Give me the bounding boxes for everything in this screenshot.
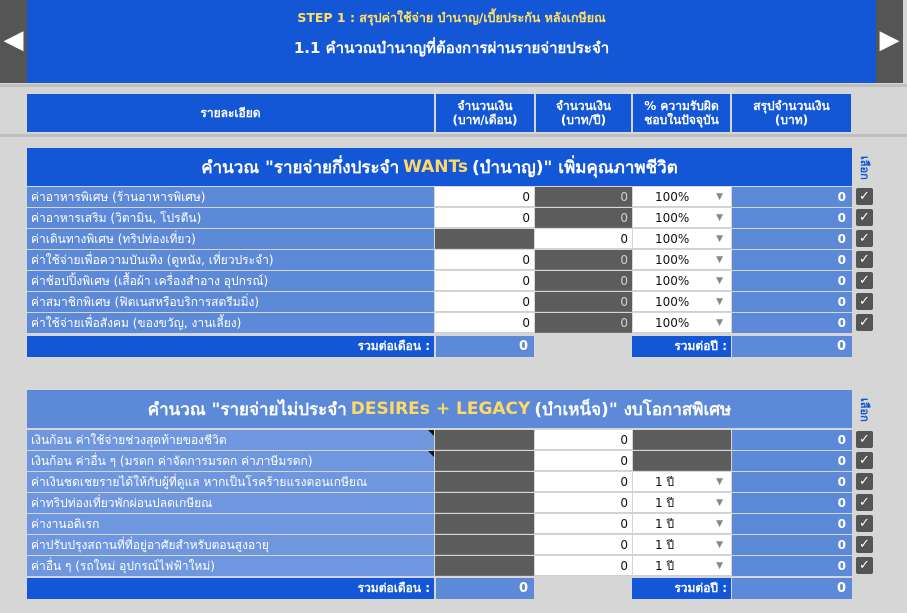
checkbox-checked-icon[interactable]: ✓ [856,188,873,205]
row-sum-value: 0 [732,271,852,291]
percent-select[interactable]: 100% ▼ [633,292,731,312]
checkbox-checked-icon[interactable]: ✓ [856,431,873,448]
table-row [27,271,877,292]
year-amount-input[interactable]: 0 [535,451,632,471]
chevron-down-icon[interactable]: ▼ [716,540,723,550]
month-amount-input [435,535,534,555]
year-amount-input: 0 [535,208,632,228]
year-amount-input[interactable]: 0 [535,556,632,576]
total-month-value: 0 [436,578,534,599]
checkbox-checked-icon[interactable]: ✓ [856,272,873,289]
table-row [27,430,877,451]
column-header-month: จำนวนเงิน (บาท/เดือน) [436,94,534,132]
year-amount-input: 0 [535,313,632,333]
checkbox-checked-icon[interactable]: ✓ [856,515,873,532]
year-amount-input: 0 [535,271,632,291]
percent-select[interactable]: 1 ปี ▼ [633,535,731,555]
row-label: ค่าเดินทางพิเศษ (ทริปท่องเที่ยว) [27,229,434,249]
percent-select[interactable]: 100% ▼ [633,271,731,291]
chevron-down-icon[interactable]: ▼ [716,192,723,202]
month-amount-input [435,229,534,249]
checkbox-checked-icon[interactable]: ✓ [856,314,873,331]
month-amount-input [435,493,534,513]
checkbox-checked-icon[interactable]: ✓ [856,536,873,553]
column-header-year: จำนวนเงิน (บาท/ปี) [536,94,631,132]
chevron-down-icon[interactable]: ▼ [716,498,723,508]
month-amount-input[interactable]: 0 [435,271,534,291]
month-amount-input [435,514,534,534]
table-row [27,514,877,535]
select-column-label: เลือก [858,156,871,180]
row-label: ค่าช้อปปิ้งพิเศษ (เสื้อผ้า เครื่องสำอาง อุปกรณ์) [27,271,434,291]
column-header-pct: % ความรับผิด ชอบในปัจจุบัน [633,94,730,132]
percent-select[interactable]: 100% ▼ [633,187,731,207]
table-row [27,229,877,250]
step-label: STEP 1 : สรุปค่าใช้จ่าย บำนาญ/เบี้ยประกัน หลังเกษียณ [297,10,606,25]
percent-select[interactable]: 1 ปี ▼ [633,472,731,492]
chevron-down-icon[interactable]: ▼ [716,276,723,286]
section-desires-title: คำนวณ "รายจ่ายไม่ประจำ DESIREs + LEGACY (บำเหน็จ)" งบโอกาสพิเศษ [27,390,852,428]
checkbox-checked-icon[interactable]: ✓ [856,452,873,469]
row-label: ค่าใช้จ่ายเพื่อสังคม (ของขวัญ, งานเลี้ยง) [27,313,434,333]
row-label: ค่าสมาชิกพิเศษ (ฟิตเนสหรือบริการสตรีมมิ่ง) [27,292,434,312]
column-header-sum: สรุปจำนวนเงิน (บาท) [732,94,851,132]
percent-select[interactable]: 1 ปี ▼ [633,556,731,576]
total-month-label: รวมต่อเดือน : [27,336,434,357]
page-title: 1.1 คำนวณบำนาญที่ต้องการผ่านรายจ่ายประจำ [293,39,610,57]
month-amount-input [435,430,534,450]
row-label: ค่าเงินชดเชยรายได้ให้กับผู้ที่ดูแล หากเป็นโรคร้ายแรงตอนเกษียณ [27,472,434,492]
month-amount-input[interactable]: 0 [435,208,534,228]
percent-select[interactable]: 100% ▼ [633,313,731,333]
total-year-value: 0 [732,578,852,599]
checkbox-checked-icon[interactable]: ✓ [856,230,873,247]
year-amount-input: 0 [535,187,632,207]
row-label: ค่าอื่น ๆ (รถใหม่ อุปกรณ์ไฟฟ้าใหม่) [27,556,434,576]
chevron-down-icon[interactable]: ▼ [716,255,723,265]
checkbox-checked-icon[interactable]: ✓ [856,251,873,268]
divider [0,84,907,87]
chevron-down-icon[interactable]: ▼ [716,561,723,571]
table-row [27,292,877,313]
percent-select[interactable]: 100% ▼ [633,229,731,249]
checkbox-checked-icon[interactable]: ✓ [856,209,873,226]
month-amount-input[interactable]: 0 [435,250,534,270]
percent-select[interactable]: 1 ปี ▼ [633,514,731,534]
table-row [27,493,877,514]
section-wants-title: คำนวณ "รายจ่ายกึ่งประจำ WANTs (บำนาญ)" เพิ่มคุณภาพชีวิต [27,148,852,186]
row-label: เงินก้อน ค่าใช้จ่ายช่วงสุดท้ายของชีวิต [27,430,434,450]
chevron-down-icon[interactable]: ▼ [716,519,723,529]
column-header-detail: รายละเอียด [27,94,434,132]
divider [0,134,907,137]
table-row [27,535,877,556]
year-amount-input[interactable]: 0 [535,229,632,249]
row-sum-value: 0 [732,472,852,492]
row-label: ค่าอาหารพิเศษ (ร้านอาหารพิเศษ) [27,187,434,207]
month-amount-input [435,472,534,492]
prev-arrow-icon[interactable]: ◀ [0,0,27,83]
checkbox-checked-icon[interactable]: ✓ [856,293,873,310]
total-year-value: 0 [732,336,852,357]
month-amount-input[interactable]: 0 [435,292,534,312]
chevron-down-icon[interactable]: ▼ [716,213,723,223]
percent-select [633,430,731,450]
total-year-label: รวมต่อปี : [632,578,731,599]
table-row [27,250,877,271]
month-amount-input[interactable]: 0 [435,313,534,333]
row-sum-value: 0 [732,313,852,333]
row-label: ค่าอาหารเสริม (วิตามิน, โปรตีน) [27,208,434,228]
year-amount-input: 0 [535,292,632,312]
row-sum-value: 0 [732,187,852,207]
chevron-down-icon[interactable]: ▼ [716,297,723,307]
chevron-down-icon[interactable]: ▼ [716,234,723,244]
table-row [27,556,877,577]
row-sum-value: 0 [732,451,852,471]
row-sum-value: 0 [732,556,852,576]
chevron-down-icon[interactable]: ▼ [716,477,723,487]
total-year-label: รวมต่อปี : [632,336,731,357]
total-month-label: รวมต่อเดือน : [27,578,434,599]
row-sum-value: 0 [732,250,852,270]
total-month-value: 0 [436,336,534,357]
table-row [27,208,877,229]
row-sum-value: 0 [732,208,852,228]
year-amount-input: 0 [535,250,632,270]
row-label: ค่าใช้จ่ายเพื่อความบันเทิง (ดูหนัง, เที่ยวประจำ) [27,250,434,270]
row-label: ค่าทริปท่องเที่ยวพักผ่อนปลดเกษียณ [27,493,434,513]
row-label: ค่าปรับปรุงสถานที่ที่อยู่อาศัยสำหรับตอนสูงอายุ [27,535,434,555]
next-arrow-icon[interactable]: ▶ [876,0,903,83]
chevron-down-icon[interactable]: ▼ [716,318,723,328]
select-column-label: เลือก [858,398,871,422]
year-amount-input[interactable]: 0 [535,535,632,555]
row-sum-value: 0 [732,292,852,312]
table-row [27,451,877,472]
page-header [27,0,876,83]
table-row [27,313,877,334]
row-label: เงินก้อน ค่าอื่น ๆ (มรดก ค่าจัดการมรดก ค่าภาษีมรดก) [27,451,434,471]
year-amount-input[interactable]: 0 [535,514,632,534]
percent-select[interactable]: 100% ▼ [633,208,731,228]
month-amount-input [435,556,534,576]
percent-select[interactable]: 100% ▼ [633,250,731,270]
row-sum-value: 0 [732,535,852,555]
row-sum-value: 0 [732,514,852,534]
table-row [27,187,877,208]
table-row [27,472,877,493]
month-amount-input[interactable]: 0 [435,187,534,207]
year-amount-input[interactable]: 0 [535,493,632,513]
checkbox-checked-icon[interactable]: ✓ [856,557,873,574]
month-amount-input [435,451,534,471]
row-sum-value: 0 [732,229,852,249]
row-sum-value: 0 [732,493,852,513]
row-label: ค่างานอดิเรก [27,514,434,534]
year-amount-input[interactable]: 0 [535,472,632,492]
percent-select [633,451,731,471]
year-amount-input[interactable]: 0 [535,430,632,450]
percent-select[interactable]: 1 ปี ▼ [633,493,731,513]
row-sum-value: 0 [732,430,852,450]
checkbox-checked-icon[interactable]: ✓ [856,494,873,511]
checkbox-checked-icon[interactable]: ✓ [856,473,873,490]
